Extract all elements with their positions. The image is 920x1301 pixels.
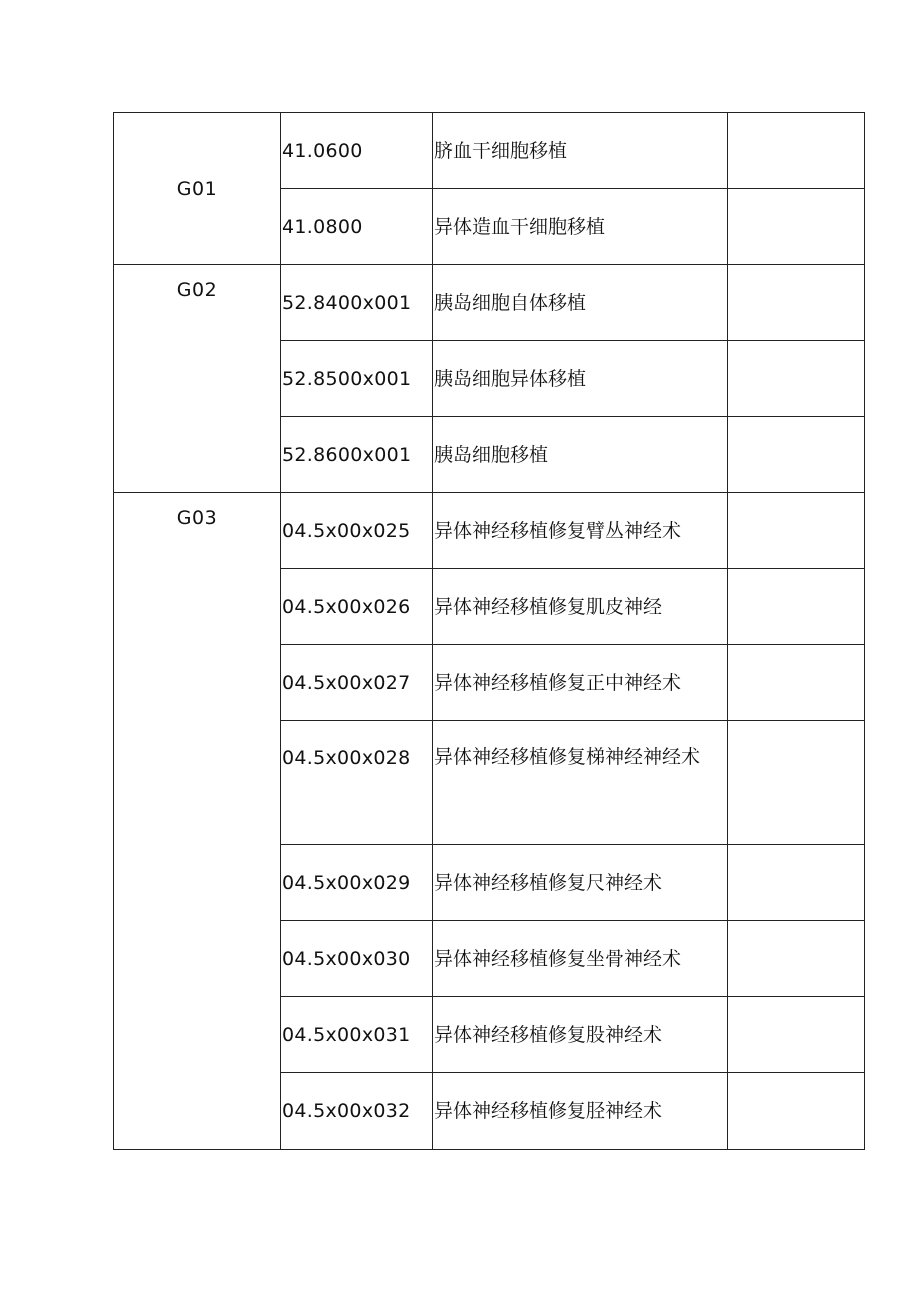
remark-cell — [728, 265, 865, 341]
procedure-name: 异体神经移植修复股神经术 — [433, 997, 728, 1073]
table-row — [114, 265, 865, 341]
procedure-name: 胰岛细胞异体移植 — [433, 341, 728, 417]
procedure-name: 异体神经移植修复臂丛神经术 — [433, 493, 728, 569]
group-code-cell — [114, 265, 281, 493]
procedure-code: 41.0600 — [281, 113, 433, 189]
remark-cell — [728, 113, 865, 189]
procedure-code-cell — [281, 721, 433, 845]
group-code: G02 — [176, 279, 218, 301]
procedure-code: 41.0800 — [281, 189, 433, 265]
remark-cell — [728, 417, 865, 493]
remark-cell — [728, 645, 865, 721]
procedure-name: 异体神经移植修复坐骨神经术 — [433, 921, 728, 997]
procedure-name: 异体神经移植修复正中神经术 — [433, 645, 728, 721]
remark-cell — [728, 921, 865, 997]
group-code-cell — [114, 113, 281, 265]
procedure-code: 04.5x00x026 — [281, 569, 433, 645]
remark-cell — [728, 997, 865, 1073]
procedure-code: 04.5x00x031 — [281, 997, 433, 1073]
procedure-name: 胰岛细胞自体移植 — [433, 265, 728, 341]
remark-cell — [728, 1073, 865, 1150]
procedure-name-cell — [433, 721, 728, 845]
procedure-code: 52.8600x001 — [281, 417, 433, 493]
procedure-code: 04.5x00x030 — [281, 921, 433, 997]
procedure-code: 52.8500x001 — [281, 341, 433, 417]
remark-cell — [728, 569, 865, 645]
procedure-name: 异体神经移植修复胫神经术 — [433, 1073, 728, 1150]
table-row — [114, 113, 865, 189]
procedure-code: 04.5x00x027 — [281, 645, 433, 721]
procedure-code: 04.5x00x025 — [281, 493, 433, 569]
procedure-name: 异体神经移植修复肌皮神经 — [433, 569, 728, 645]
group-code: G03 — [176, 507, 218, 529]
remark-cell — [728, 721, 865, 845]
procedure-code: 04.5x00x028 — [282, 747, 411, 769]
procedure-name: 胰岛细胞移植 — [433, 417, 728, 493]
procedure-name: 脐血干细胞移植 — [433, 113, 728, 189]
remark-cell — [728, 845, 865, 921]
group-code-cell — [114, 493, 281, 1150]
group-code: G01 — [176, 177, 218, 200]
remark-cell — [728, 493, 865, 569]
remark-cell — [728, 341, 865, 417]
procedure-name: 异体造血干细胞移植 — [433, 189, 728, 265]
procedure-code: 52.8400x001 — [281, 265, 433, 341]
procedure-table — [113, 112, 865, 1150]
remark-cell — [728, 189, 865, 265]
procedure-name: 异体神经移植修复尺神经术 — [433, 845, 728, 921]
procedure-name: 异体神经移植修复梯神经神经术 — [434, 746, 701, 768]
procedure-code: 04.5x00x029 — [281, 845, 433, 921]
table-row — [114, 493, 865, 569]
procedure-code: 04.5x00x032 — [281, 1073, 433, 1150]
